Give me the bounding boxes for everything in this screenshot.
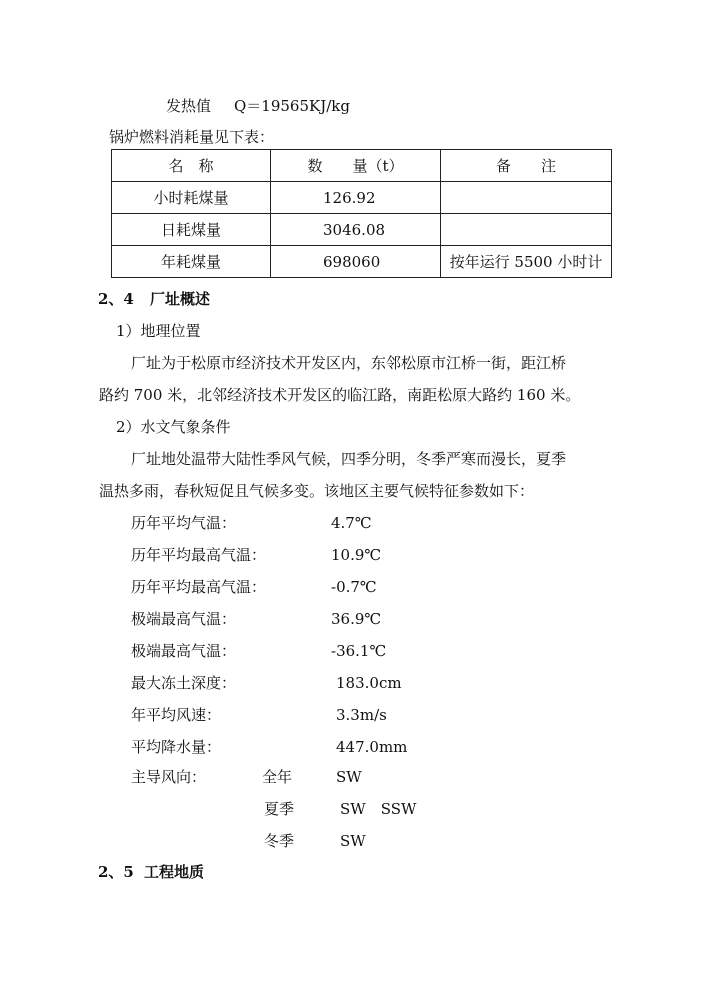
row-amount: 126.92 <box>271 182 441 214</box>
table-row <box>112 214 612 246</box>
climate-value: 447.0mm <box>336 738 408 756</box>
climate-label: 历年平均最高气温： <box>131 546 267 564</box>
climate-value: 36.9℃ <box>331 610 382 628</box>
section-25-title: 工程地质 <box>144 863 205 881</box>
table-intro: 锅炉燃料消耗量见下表： <box>109 128 275 146</box>
row-name: 年耗煤量 <box>112 246 271 278</box>
row-note: 按年运行 5500 小时计 <box>441 246 612 278</box>
wind-value: SW <box>340 832 366 850</box>
row-note <box>441 182 612 214</box>
climate-label: 年平均风速： <box>131 706 222 724</box>
row-name: 日耗煤量 <box>112 214 271 246</box>
sub1-line2: 路约 700 米，北邻经济技术开发区的临江路，南距松原大路约 160 米。 <box>99 386 581 404</box>
row-name: 小时耗煤量 <box>112 182 271 214</box>
wind-season: 夏季 <box>264 800 295 818</box>
row-amount: 698060 <box>271 246 441 278</box>
row-note <box>441 214 612 246</box>
climate-label: 最大冻土深度： <box>131 674 237 692</box>
header-note: 备 注 <box>441 150 612 182</box>
header-name: 名 称 <box>112 150 271 182</box>
climate-value: 3.3m/s <box>336 706 387 724</box>
climate-label: 历年平均气温： <box>131 514 237 532</box>
climate-label: 平均降水量： <box>131 738 222 756</box>
wind-season: 冬季 <box>264 832 295 850</box>
climate-value: 183.0cm <box>336 674 402 692</box>
header-amount: 数 量（t） <box>271 150 441 182</box>
climate-value: -36.1℃ <box>331 642 387 660</box>
table-header-row <box>112 150 612 182</box>
sub2-heading: 2）水文气象条件 <box>116 418 231 436</box>
table-row <box>112 182 612 214</box>
coal-consumption-table <box>111 149 612 278</box>
climate-value: 4.7℃ <box>331 514 372 532</box>
row-amount: 3046.08 <box>271 214 441 246</box>
climate-value: -0.7℃ <box>331 578 377 596</box>
section-25-number: 2、5 <box>98 863 134 881</box>
wind-season: 全年 <box>262 768 293 786</box>
heat-value-formula: Q＝19565KJ/kg <box>234 97 350 115</box>
sub2-line2: 温热多雨，春秋短促且气候多变。该地区主要气候特征参数如下： <box>99 482 535 500</box>
climate-label: 极端最高气温： <box>131 610 237 628</box>
section-24-number: 2、4 <box>98 290 134 308</box>
sub1-heading: 1）地理位置 <box>116 322 201 340</box>
climate-label: 历年平均最高气温： <box>131 578 267 596</box>
heat-value-label: 发热值 <box>166 97 212 115</box>
section-24-title: 厂址概述 <box>150 290 211 308</box>
table-row <box>112 246 612 278</box>
climate-label: 极端最高气温： <box>131 642 237 660</box>
climate-value: 10.9℃ <box>331 546 382 564</box>
wind-value: SW SSW <box>340 800 417 818</box>
sub1-line1: 厂址为于松原市经济技术开发区内，东邻松原市江桥一街，距江桥 <box>131 354 567 372</box>
sub2-line1: 厂址地处温带大陆性季风气候，四季分明，冬季严寒而漫长，夏季 <box>131 450 567 468</box>
wind-value: SW <box>336 768 362 786</box>
wind-label: 主导风向： <box>131 768 207 786</box>
